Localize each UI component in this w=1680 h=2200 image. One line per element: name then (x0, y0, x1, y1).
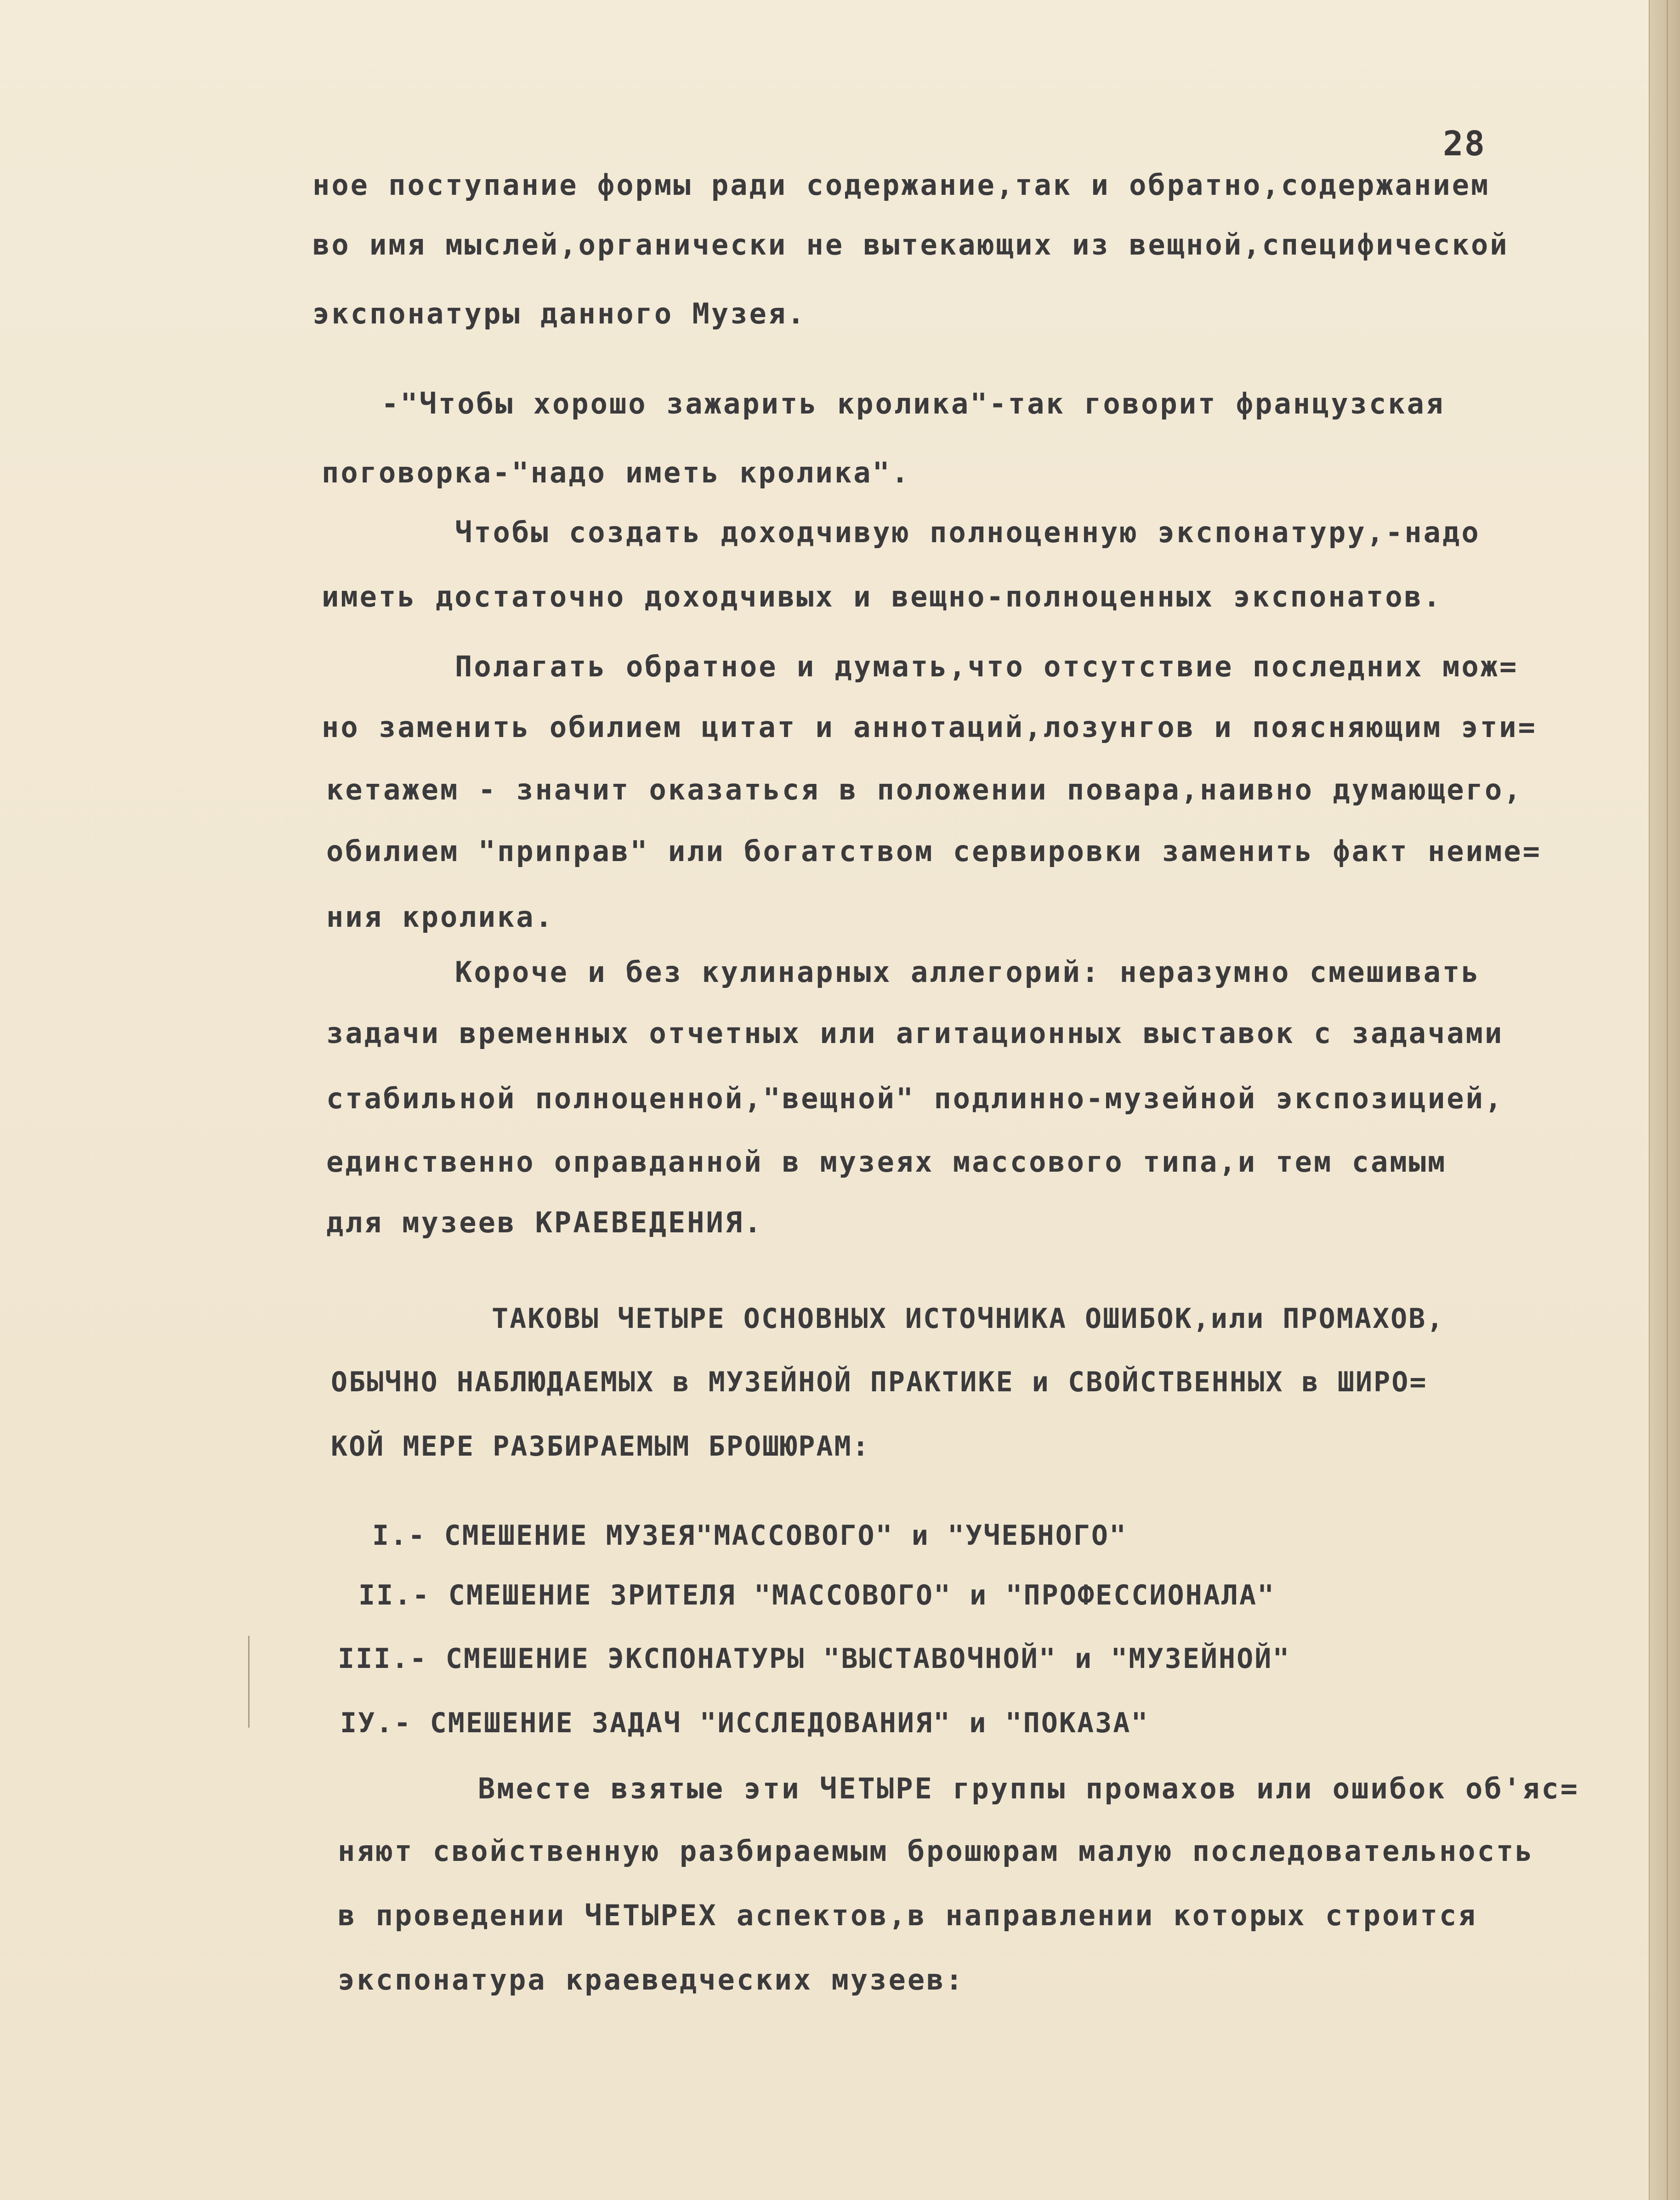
page-edge-shadow (1649, 0, 1680, 2200)
margin-mark (248, 1636, 250, 1728)
text-line: Вместе взятые эти ЧЕТЫРЕ группы промахов или ошибок об'яс= (478, 1772, 1579, 1805)
list-item: II.- СМЕШЕНИЕ ЗРИТЕЛЯ "МАССОВОГО" и "ПРОФЕССИОНАЛА" (358, 1579, 1276, 1611)
text-line: но заменить обилием цитат и аннотаций,лозунгов и поясняющим эти= (322, 710, 1537, 744)
text-line: ния кролика. (326, 900, 554, 934)
text-line: во имя мыслей,органически не вытекающих из вещной,специфической (312, 228, 1509, 261)
text-line: Полагать обратное и думать,что отсутствие последних мож= (455, 650, 1519, 683)
list-item: III.- СМЕШЕНИЕ ЭКСПОНАТУРЫ "ВЫСТАВОЧНОЙ" и "МУЗЕЙНОЙ" (338, 1643, 1291, 1675)
text-line: для музеев КРАЕВЕДЕНИЯ. (326, 1206, 763, 1239)
page-edge-strip (1667, 0, 1668, 2200)
text-line: в проведении ЧЕТЫРЕХ аспектов,в направлении которых строится (338, 1899, 1477, 1932)
list-item: I.- СМЕШЕНИЕ МУЗЕЯ"МАССОВОГО" и "УЧЕБНОГО" (372, 1520, 1128, 1552)
text-line: иметь достаточно доходчивых и вещно-полноценных экспонатов. (322, 580, 1442, 613)
text-line: обилием "приправ" или богатством сервировки заменить факт неиме= (326, 834, 1542, 868)
text-line: экспонатура краеведческих музеев: (338, 1963, 965, 1996)
page-number: 28 (1443, 124, 1486, 164)
text-line: единственно оправданной в музеях массового типа,и тем самым (326, 1145, 1447, 1179)
text-line: няют свойственную разбираемым брошюрам малую последовательность (338, 1834, 1534, 1868)
text-line: Чтобы создать доходчивую полноценную экспонатуру,-надо (455, 516, 1481, 549)
text-line: ное поступание формы ради содержание,так и обратно,содержанием (312, 168, 1490, 202)
text-line: кетажем - значит оказаться в положении повара,наивно думающего, (326, 773, 1523, 806)
text-line: Короче и без кулинарных аллегорий: неразумно смешивать (455, 955, 1481, 989)
text-line: поговорка-"надо иметь кролика". (322, 456, 911, 489)
text-line: стабильной полноценной,"вещной" подлинно-музейной экспозицией, (326, 1082, 1504, 1115)
list-item: IУ.- СМЕШЕНИЕ ЗАДАЧ "ИССЛЕДОВАНИЯ" и "ПОКАЗА" (340, 1707, 1149, 1739)
text-line: задачи временных отчетных или агитационных выставок с задачами (326, 1016, 1504, 1050)
text-line: экспонатуры данного Музея. (312, 297, 806, 330)
text-line: КОЙ МЕРЕ РАЗБИРАЕМЫМ БРОШЮРАМ: (331, 1430, 870, 1463)
text-line: ТАКОВЫ ЧЕТЫРЕ ОСНОВНЫХ ИСТОЧНИКА ОШИБОК,или ПРОМАХОВ, (492, 1303, 1445, 1335)
text-line: ОБЫЧНО НАБЛЮДАЕМЫХ в МУЗЕЙНОЙ ПРАКТИКЕ и СВОЙСТВЕННЫХ в ШИРО= (331, 1366, 1428, 1398)
text-line: -"Чтобы хорошо зажарить кролика"-так говорит французская (381, 387, 1445, 420)
